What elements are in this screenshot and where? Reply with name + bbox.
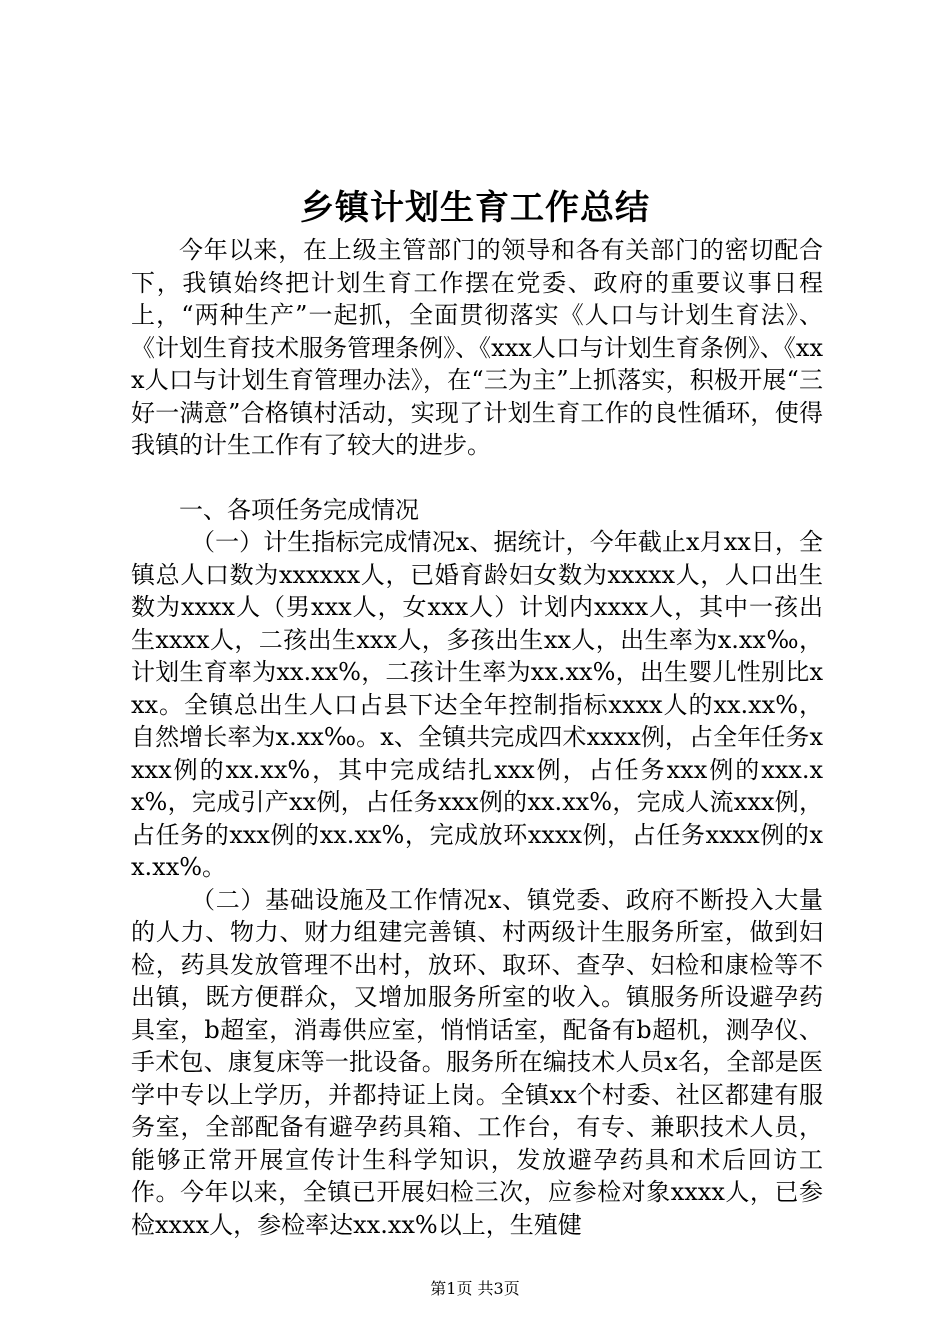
document-body — [131, 234, 823, 1241]
intro-paragraph: 今年以来，在上级主管部门的领导和各有关部门的密切配合下，我镇始终把计划生育工作摆在党委、政府的重要议事日程上，“两种生产”一起抓，全面贯彻落实《人口与计划生育法》、《计划生育技术服务管理条例》、《xxx人口与计划生育条例》、《xxx人口与计划生育管理办法》，在“三为主”上抓落实，积极开展“三好一满意”合格镇村活动，实现了计划生育工作的良性循环，使得我镇的计生工作有了较大的进步。 — [131, 236, 823, 459]
document-title: 乡镇计划生育工作总结 — [300, 188, 650, 228]
subsection-paragraph-2: （二）基础设施及工作情况x、镇党委、政府不断投入大量的人力、物力、财力组建完善镇、村两级计生服务所室，做到妇检，药具发放管理不出村，放环、取环、查孕、妇检和康检等不出镇，既方便群众，又增加服务所室的收入。镇服务所设避孕药具室，b超室，消毒供应室，悄悄话室，配备有b超机，测孕仪、手术包、康复床等一批设备。服务所在编技术人员x名，全部是医学中专以上学历，并都持证上岗。全镇xx个村委、社区都建有服务室，全部配备有避孕药具箱、工作台，有专、兼职技术人员，能够正常开展宣传计生科学知识，发放避孕药具和术后回访工作。今年以来，全镇已开展妇检三次，应参检对象xxxx人，已参检xxxx人，参检率达xx.xx%以上，生殖健 — [131, 885, 823, 1239]
section-heading: 一、各项任务完成情况 — [179, 495, 419, 524]
page-footer: 第1页 共3页 — [430, 1279, 520, 1298]
subsection-paragraph-1: （一）计生指标完成情况x、据统计，今年截止x月xx日，全镇总人口数为xxxxxx人，已婚育龄妇女数为xxxxx人，人口出生数为xxxx人（男xxx人，女xxx人）计划内xxxx人，其中一孩出生xxxx人，二孩出生xxx人，多孩出生xx人，出生率为x.xx‰，计划生育率为xx.xx%，二孩计生率为xx.xx%，出生婴儿性别比xxx。全镇总出生人口占县下达全年控制指标xxxx人的xx.xx%，自然增长率为x.xx‰。x、全镇共完成四术xxxx例，占全年任务xxxx例的xx.xx%，其中完成结扎xxx例，占任务xxx例的xxx.xx%，完成引产xx例，占任务xxx例的xx.xx%，完成人流xxx例，占任务的xxx例的xx.xx%，完成放环xxxx例，占任务xxxx例的xx.xx%。 — [131, 528, 823, 881]
